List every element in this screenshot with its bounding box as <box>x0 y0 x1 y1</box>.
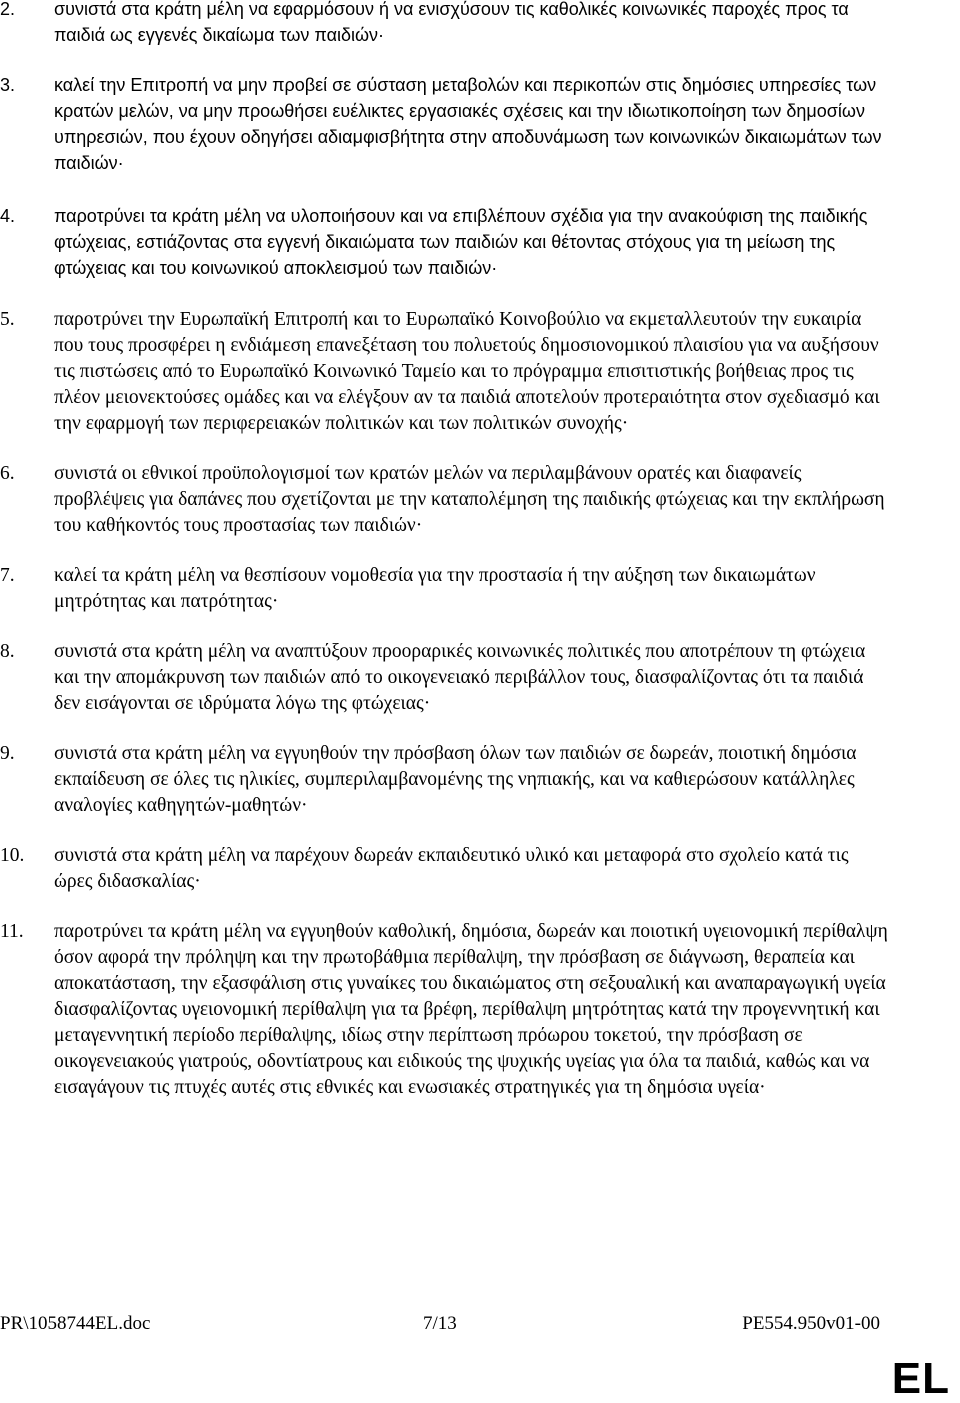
paragraph-text: παροτρύνει την Ευρωπαϊκή Επιτροπή και το Ευρωπαϊκό Κοινοβούλιο να εκμεταλλευτούν την ευκαιρία που τους προσφέρει η ενδιάμεση επανεξέταση του πολυετούς δημοσιονομικού πλαισίου για να αυξήσουν τις πιστώσεις από το Ευρωπαϊκό Κοινωνικό Ταμείο και το πρόγραμμα επισιτιστικής βοήθειας προς τις πλέον μειονεκτούσες ομάδες και να ελέγξουν αν τα παιδιά αποτελούν προτεραιότητα στον σχεδιασμό και την εφαρμογή των περιφερειακών πολιτικών και των πολιτικών συνοχής· <box>54 309 880 434</box>
paragraph-number: 9. <box>0 743 15 764</box>
paragraph-number: 11. <box>0 921 24 942</box>
paragraph-item <box>0 639 960 717</box>
paragraph-item <box>0 843 960 895</box>
document-reference: PR\1058744EL.doc <box>0 1313 151 1334</box>
paragraph-number: 5. <box>0 309 15 330</box>
paragraph-item <box>0 203 960 281</box>
document-code: PE554.950v01-00 <box>742 1313 880 1334</box>
paragraph-item <box>0 72 960 176</box>
paragraph-number: 8. <box>0 641 15 662</box>
paragraph-item <box>0 0 960 48</box>
paragraph-text: συνιστά στα κράτη μέλη να εφαρμόσουν ή να ενισχύσουν τις καθολικές κοινωνικές παροχές προς τα παιδιά ως εγγενές δικαίωμα των παιδιών· <box>54 0 849 45</box>
paragraph-number: 3. <box>0 75 16 95</box>
page-number: 7/13 <box>423 1313 457 1334</box>
paragraph-item <box>0 563 960 615</box>
paragraph-number: 2. <box>0 0 16 19</box>
paragraph-text: καλεί την Επιτροπή να μην προβεί σε σύσταση μεταβολών και περικοπών στις δημόσιες υπηρεσίες των κρατών μελών, να μην προωθήσει ευέλικτες εργασιακές σχέσεις και την ιδιωτικοποίηση των δημοσίων υπηρεσιών, που έχουν οδηγήσει αδιαμφισβήτητα στην αποδυνάμωση των κοινωνικών δικαιωμάτων των παιδιών· <box>54 75 882 173</box>
paragraph-text: παροτρύνει τα κράτη μέλη να υλοποιήσουν και να επιβλέπουν σχέδια για την ανακούφιση της παιδικής φτώχειας, εστιάζοντας στα εγγενή δικαιώματα των παιδιών και θέτοντας στόχους για τη μείωση της φτώχειας και του κοινωνικού αποκλεισμού των παιδιών· <box>54 206 868 278</box>
paragraph-text: συνιστά στα κράτη μέλη να παρέχουν δωρεάν εκπαιδευτικό υλικό και μεταφορά στο σχολείο κατά τις ώρες διδασκαλίας· <box>54 845 849 892</box>
paragraph-number: 7. <box>0 565 15 586</box>
paragraph-text: συνιστά οι εθνικοί προϋπολογισμοί των κρατών μελών να περιλαμβάνουν ορατές και διαφανείς προβλέψεις για δαπάνες που σχετίζονται με την καταπολέμηση της παιδικής φτώχειας και την εκπλήρωση του καθήκοντός τους προστασίας των παιδιών· <box>54 463 885 536</box>
paragraph-item <box>0 461 960 539</box>
language-mark: EL <box>891 1354 950 1403</box>
paragraph-item <box>0 919 960 1101</box>
paragraph-number: 6. <box>0 463 15 484</box>
paragraph-text: παροτρύνει τα κράτη μέλη να εγγυηθούν καθολική, δημόσια, δωρεάν και ποιοτική υγειονομική περίθαλψη όσον αφορά την πρόληψη και την πρωτοβάθμια περίθαλψη, την πρόσβαση σε διάγνωση, θεραπεία και αποκατάσταση, την εξασφάλιση στις γυναίκες του δικαιώματος στη σεξουαλική και αναπαραγωγική υγεία διασφαλίζοντας υγειονομική περίθαλψη για τα βρέφη, περίθαλψη μητρότητας κατά την προγεννητική και μεταγεννητική περίοδο περίθαλψης, ιδίως στην περίπτωση πρόωρου τοκετού, την πρόσβαση σε οικογενειακούς γιατρούς, οδοντίατρους και ειδικούς της ψυχικής υγείας για όλα τα παιδιά, καθώς και να εισαγάγουν τις πτυχές αυτές στις εθνικές και ενωσιακές στρατηγικές για τη δημόσια υγεία· <box>54 921 888 1098</box>
paragraph-item <box>0 307 960 437</box>
paragraph-text: συνιστά στα κράτη μέλη να εγγυηθούν την πρόσβαση όλων των παιδιών σε δωρεάν, ποιοτική δημόσια εκπαίδευση σε όλες τις ηλικίες, συμπεριλαμβανομένης της νηπιακής, και να καθιερώσουν κατάλληλες αναλογίες καθηγητών-μαθητών· <box>54 743 857 816</box>
paragraph-item <box>0 741 960 819</box>
paragraph-number: 4. <box>0 206 16 226</box>
paragraph-number: 10. <box>0 845 25 866</box>
paragraph-text: συνιστά στα κράτη μέλη να αναπτύξουν προοραρικές κοινωνικές πολιτικές που αποτρέπουν τη φτώχεια και την απομάκρυνση των παιδιών από το οικογενειακό περιβάλλον τους, διασφαλίζοντας ότι τα παιδιά δεν εισάγονται σε ιδρύματα λόγω της φτώχειας· <box>54 641 866 714</box>
page-footer <box>0 1311 880 1337</box>
paragraph-text: καλεί τα κράτη μέλη να θεσπίσουν νομοθεσία για την προστασία ή την αύξηση των δικαιωμάτων μητρότητας και πατρότητας· <box>54 565 816 612</box>
